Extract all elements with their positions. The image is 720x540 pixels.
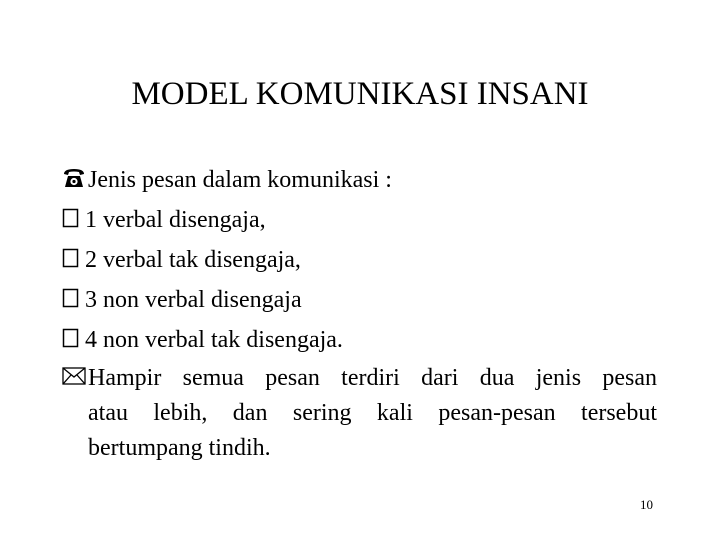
note-continuation: [62, 396, 657, 466]
list-item: [62, 200, 657, 240]
telephone-icon: [62, 167, 86, 189]
list-item: [62, 240, 657, 280]
heading-text: Jenis pesan dalam komunikasi :: [88, 167, 392, 193]
note-line-text: Hampir semua pesan terdiri dari dua jenis pesan: [88, 365, 657, 391]
slide-content: [62, 160, 657, 466]
page-number: 10: [640, 497, 653, 512]
list-item-text: 4 non verbal tak disengaja.: [85, 327, 343, 353]
slide-title: MODEL KOMUNIKASI INSANI: [131, 76, 589, 112]
note-line: atau lebih, dan sering kali pesan-pesan tersebut: [88, 400, 657, 426]
box-bullet-icon: [62, 208, 79, 228]
box-bullet-icon: [62, 288, 79, 308]
note-paragraph: [62, 360, 657, 466]
list-item-text: 3 non verbal disengaja: [85, 287, 302, 313]
list-item: [62, 320, 657, 360]
box-bullet-icon: [62, 248, 79, 268]
box-bullet-icon: [62, 328, 79, 348]
list-item: [62, 280, 657, 320]
heading-line: [62, 160, 657, 200]
list-item-text: 1 verbal disengaja,: [85, 207, 266, 233]
note-line: [62, 360, 657, 396]
list-item-text: 2 verbal tak disengaja,: [85, 247, 301, 273]
note-line: bertumpang tindih.: [88, 435, 271, 461]
envelope-icon: [62, 367, 86, 385]
